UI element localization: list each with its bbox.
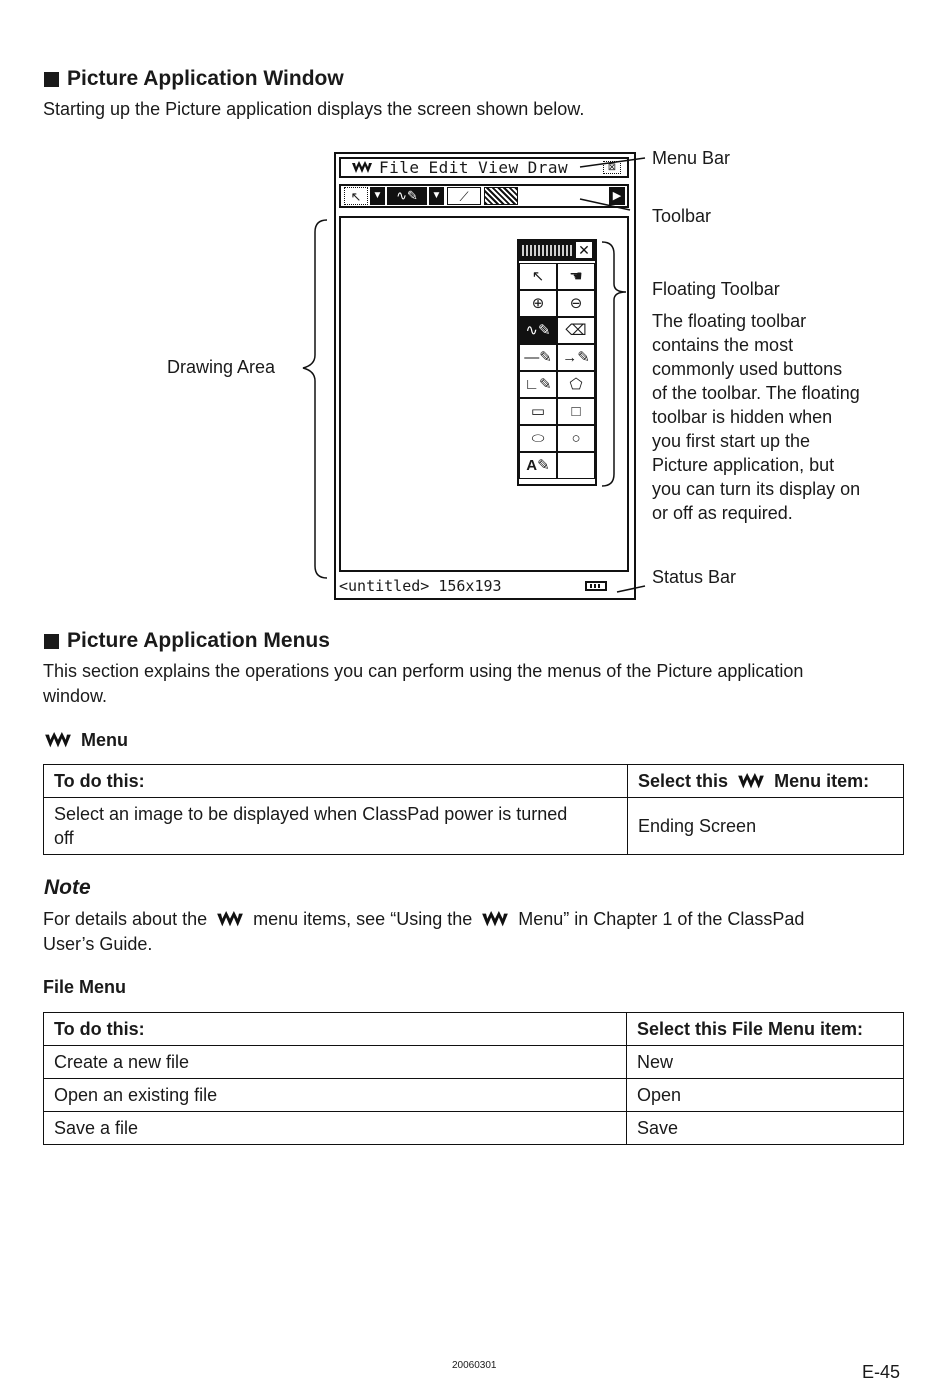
- dropdown-arrow-icon[interactable]: ▼: [370, 187, 385, 205]
- note-line-1: [43, 907, 923, 932]
- table-cell-item: Open: [627, 1079, 904, 1112]
- section-heading-menus: [44, 629, 330, 653]
- menu-item-view[interactable]: View: [478, 158, 519, 177]
- classpad-menu-icon: [480, 911, 510, 929]
- description-line: or off as required.: [652, 503, 793, 523]
- callout-floating-toolbar: Floating Toolbar: [652, 279, 780, 299]
- table-header-row: [44, 765, 904, 798]
- table-cell-action: [44, 798, 628, 855]
- table-cell-action: Save a file: [44, 1112, 627, 1145]
- callout-drawing-area: Drawing Area: [167, 357, 276, 377]
- section-heading-menus-text: Picture Application Menus: [67, 629, 330, 652]
- header-text: Menu item:: [774, 771, 870, 791]
- description-line: contains the most: [652, 335, 794, 355]
- intro-line: window.: [43, 686, 108, 706]
- classpad-menu-icon: [736, 773, 766, 791]
- description-line: you can turn its display on: [652, 479, 861, 499]
- circle-tool-icon[interactable]: ○: [557, 425, 595, 452]
- note-body: [43, 907, 923, 957]
- page-number: E-45: [862, 1362, 901, 1382]
- select-arrow-icon[interactable]: ↖: [344, 187, 368, 205]
- text-tool-icon[interactable]: A✎: [519, 452, 557, 479]
- ellipse-tool-icon[interactable]: ⬭: [519, 425, 557, 452]
- file-menu-title: File Menu: [43, 977, 127, 997]
- section-heading-window-text: Picture Application Window: [67, 67, 344, 90]
- menu-item-draw[interactable]: Draw: [527, 158, 569, 177]
- arrow-tool-icon[interactable]: →✎: [557, 344, 595, 371]
- section-intro-window: Starting up the Picture application displays the screen shown below.: [43, 99, 585, 119]
- footer-code: 20060301: [452, 1360, 497, 1371]
- polyline-tool-icon[interactable]: ∟✎: [519, 371, 557, 398]
- intro-line: This section explains the operations you can perform using the menus of the Picture application: [43, 661, 804, 681]
- description-line: you first start up the: [652, 431, 811, 451]
- table-cell-action: Open an existing file: [44, 1079, 627, 1112]
- table-cell-item: Save: [627, 1112, 904, 1145]
- table-cell-action: Create a new file: [44, 1046, 627, 1079]
- square-tool-icon[interactable]: □: [557, 398, 595, 425]
- menu-item-edit[interactable]: Edit: [428, 158, 470, 177]
- table-row: [44, 1079, 904, 1112]
- toolbar-scroll-right-icon[interactable]: ▶: [609, 187, 625, 205]
- classpad-menu-table: [43, 764, 904, 855]
- callout-toolbar: Toolbar: [652, 206, 712, 226]
- status-text: <untitled> 156x193: [339, 577, 502, 595]
- section-intro-menus: [43, 659, 803, 709]
- line-tool-icon[interactable]: —✎: [519, 344, 557, 371]
- table-row: [44, 1046, 904, 1079]
- classpad-menu-icon: [43, 732, 73, 750]
- polygon-tool-icon[interactable]: ⬠: [557, 371, 595, 398]
- zoom-out-icon[interactable]: ⊖: [557, 290, 595, 317]
- table-header-item: [628, 765, 904, 798]
- table-cell-item: Ending Screen: [628, 798, 904, 855]
- table-header-row: [44, 1013, 904, 1046]
- select-arrow-icon[interactable]: ↖: [519, 263, 557, 290]
- note-title: Note: [44, 876, 91, 899]
- close-icon[interactable]: ✕: [576, 242, 592, 258]
- description-line: The floating toolbar: [652, 311, 807, 331]
- note-line-2: User’s Guide.: [43, 934, 153, 954]
- file-menu-table: [43, 1012, 904, 1145]
- classpad-menu-title-text: Menu: [81, 730, 128, 750]
- note-text: menu items, see “Using the: [253, 909, 473, 929]
- table-header-action: To do this:: [44, 765, 628, 798]
- pen-tool-icon[interactable]: ∿✎: [519, 317, 557, 344]
- table-row: [44, 1112, 904, 1145]
- cell-line: Select an image to be displayed when ClassPad power is turned: [54, 804, 568, 824]
- rectangle-tool-icon[interactable]: ▭: [519, 398, 557, 425]
- eraser-icon[interactable]: ⌫: [557, 317, 595, 344]
- window-resize-icon[interactable]: ⊠: [603, 161, 621, 174]
- floating-toolbar-description: [652, 309, 860, 525]
- table-header-action: To do this:: [44, 1013, 627, 1046]
- note-text: Menu” in Chapter 1 of the ClassPad: [518, 909, 805, 929]
- description-line: Picture application, but: [652, 455, 835, 475]
- description-line: commonly used buttons: [652, 359, 843, 379]
- cell-line: off: [54, 828, 74, 848]
- description-line: of the toolbar. The floating: [652, 383, 860, 403]
- square-bullet-icon: [44, 634, 59, 649]
- pen-tool-icon[interactable]: ∿✎: [387, 187, 427, 205]
- callout-status-bar: Status Bar: [652, 567, 737, 587]
- table-row: [44, 798, 904, 855]
- table-cell-item: New: [627, 1046, 904, 1079]
- description-line: toolbar is hidden when: [652, 407, 833, 427]
- line-width-icon[interactable]: ⟋: [447, 187, 481, 205]
- menu-item-file[interactable]: File: [379, 158, 420, 177]
- classpad-menu-icon: [215, 911, 245, 929]
- dropdown-arrow-icon[interactable]: ▼: [429, 187, 444, 205]
- pan-hand-icon[interactable]: ☚: [557, 263, 595, 290]
- zoom-in-icon[interactable]: ⊕: [519, 290, 557, 317]
- header-text: Select this: [638, 771, 729, 791]
- table-header-item: Select this File Menu item:: [627, 1013, 904, 1046]
- callout-menu-bar: Menu Bar: [652, 148, 731, 168]
- note-text: For details about the: [43, 909, 208, 929]
- classpad-menu-title: [43, 730, 128, 751]
